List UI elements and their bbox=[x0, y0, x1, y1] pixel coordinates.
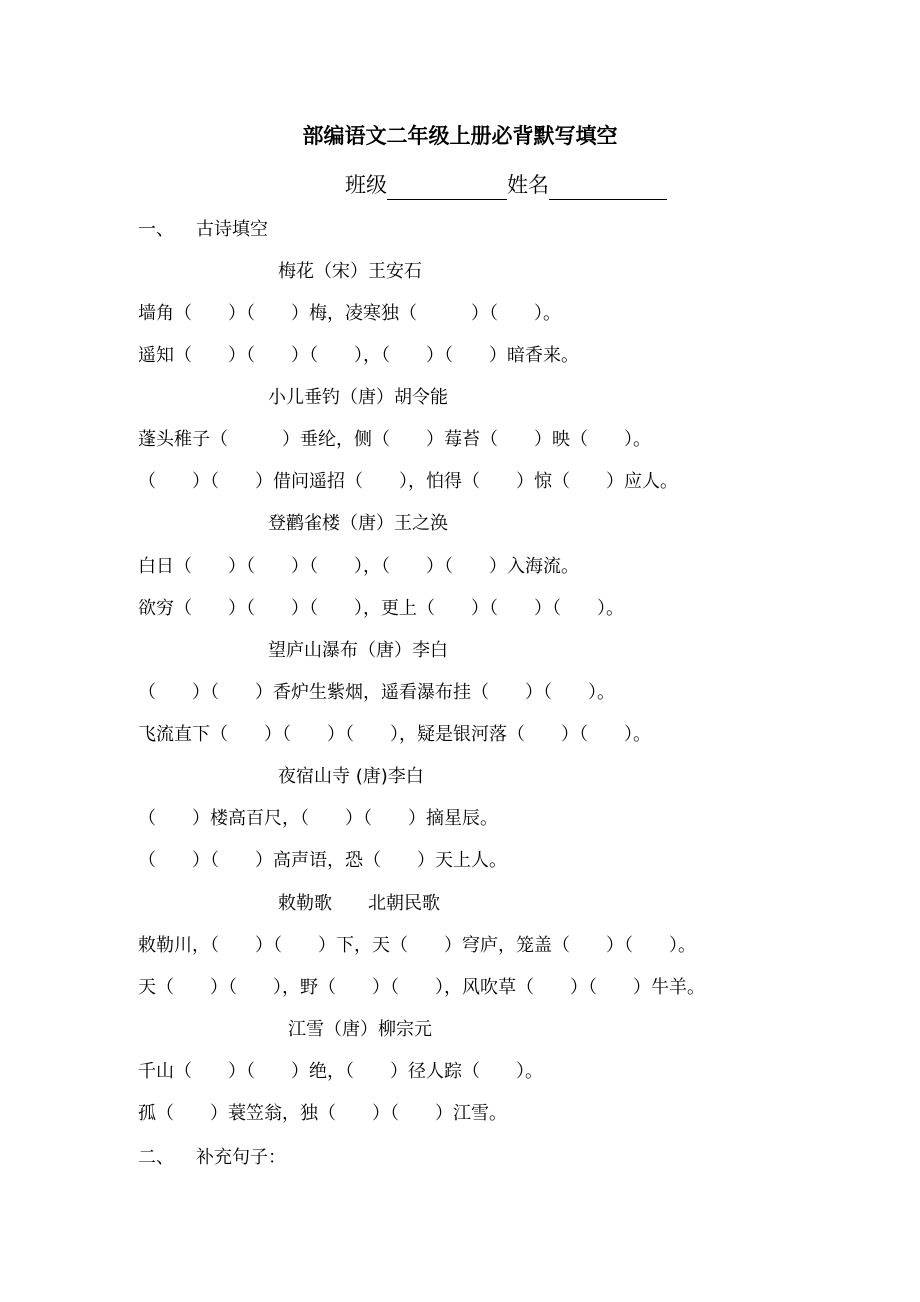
poem-line: 敕勒川，（ ）（ ）下，天（ ）穹庐，笼盖（ ）（ ）。 bbox=[138, 935, 696, 956]
poem-line: 遥知（ ）（ ）（ ），（ ）（ ）暗香来。 bbox=[138, 345, 579, 366]
poem-line: 孤（ ）蓑笠翁，独（ ）（ ）江雪。 bbox=[138, 1103, 507, 1124]
poem-line: （ ）（ ）借问遥招（ ），怕得（ ）惊（ ）应人。 bbox=[138, 471, 678, 492]
poem-line: （ ）（ ）高声语，恐（ ）天上人。 bbox=[138, 850, 507, 871]
poem-heading: 望庐山瀑布（唐）李白 bbox=[268, 640, 448, 661]
poem-line: 墙角（ ）（ ）梅，凌寒独（ ）（ ）。 bbox=[138, 303, 561, 324]
poem-heading: 登鹳雀楼（唐）王之涣 bbox=[268, 513, 448, 534]
poem-heading: 小儿垂钓（唐）胡令能 bbox=[268, 387, 448, 408]
poem-line: （ ）楼高百尺，（ ）（ ）摘星辰。 bbox=[138, 808, 498, 829]
poem-line: 白日（ ）（ ）（ ），（ ）（ ）入海流。 bbox=[138, 556, 579, 577]
page-title: 部编语文二年级上册必背默写填空 bbox=[302, 124, 618, 148]
name-label: 姓名 bbox=[507, 173, 549, 197]
poem-line: （ ）（ ）香炉生紫烟，遥看瀑布挂（ ）（ ）。 bbox=[138, 682, 615, 703]
poem-heading: 敕勒歌 北朝民歌 bbox=[278, 893, 440, 914]
poem-heading: 梅花（宋）王安石 bbox=[278, 261, 422, 282]
section-2-title: 补充句子： bbox=[196, 1147, 286, 1168]
poem-heading: 江雪（唐）柳宗元 bbox=[288, 1019, 432, 1040]
poem-heading: 夜宿山寺 (唐)李白 bbox=[278, 766, 424, 787]
name-blank[interactable] bbox=[549, 175, 667, 200]
section-1-title: 古诗填空 bbox=[196, 219, 268, 240]
poem-line: 蓬头稚子（ ）垂纶，侧（ ）莓苔（ ）映（ ）。 bbox=[138, 429, 651, 450]
class-blank[interactable] bbox=[387, 175, 507, 200]
class-label: 班级 bbox=[345, 173, 387, 197]
poem-line: 天（ ）（ ），野（ ）（ ），风吹草（ ）（ ）牛羊。 bbox=[138, 977, 705, 998]
section-2-number: 二、 bbox=[138, 1147, 174, 1168]
poem-line: 千山（ ）（ ）绝，（ ）径人踪（ ）。 bbox=[138, 1061, 543, 1082]
section-1-number: 一、 bbox=[138, 219, 174, 240]
poem-line: 飞流直下（ ）（ ）（ ），疑是银河落（ ）（ ）。 bbox=[138, 724, 651, 745]
student-info-row bbox=[345, 170, 667, 200]
poem-line: 欲穷（ ）（ ）（ ），更上（ ）（ ）（ ）。 bbox=[138, 598, 624, 619]
